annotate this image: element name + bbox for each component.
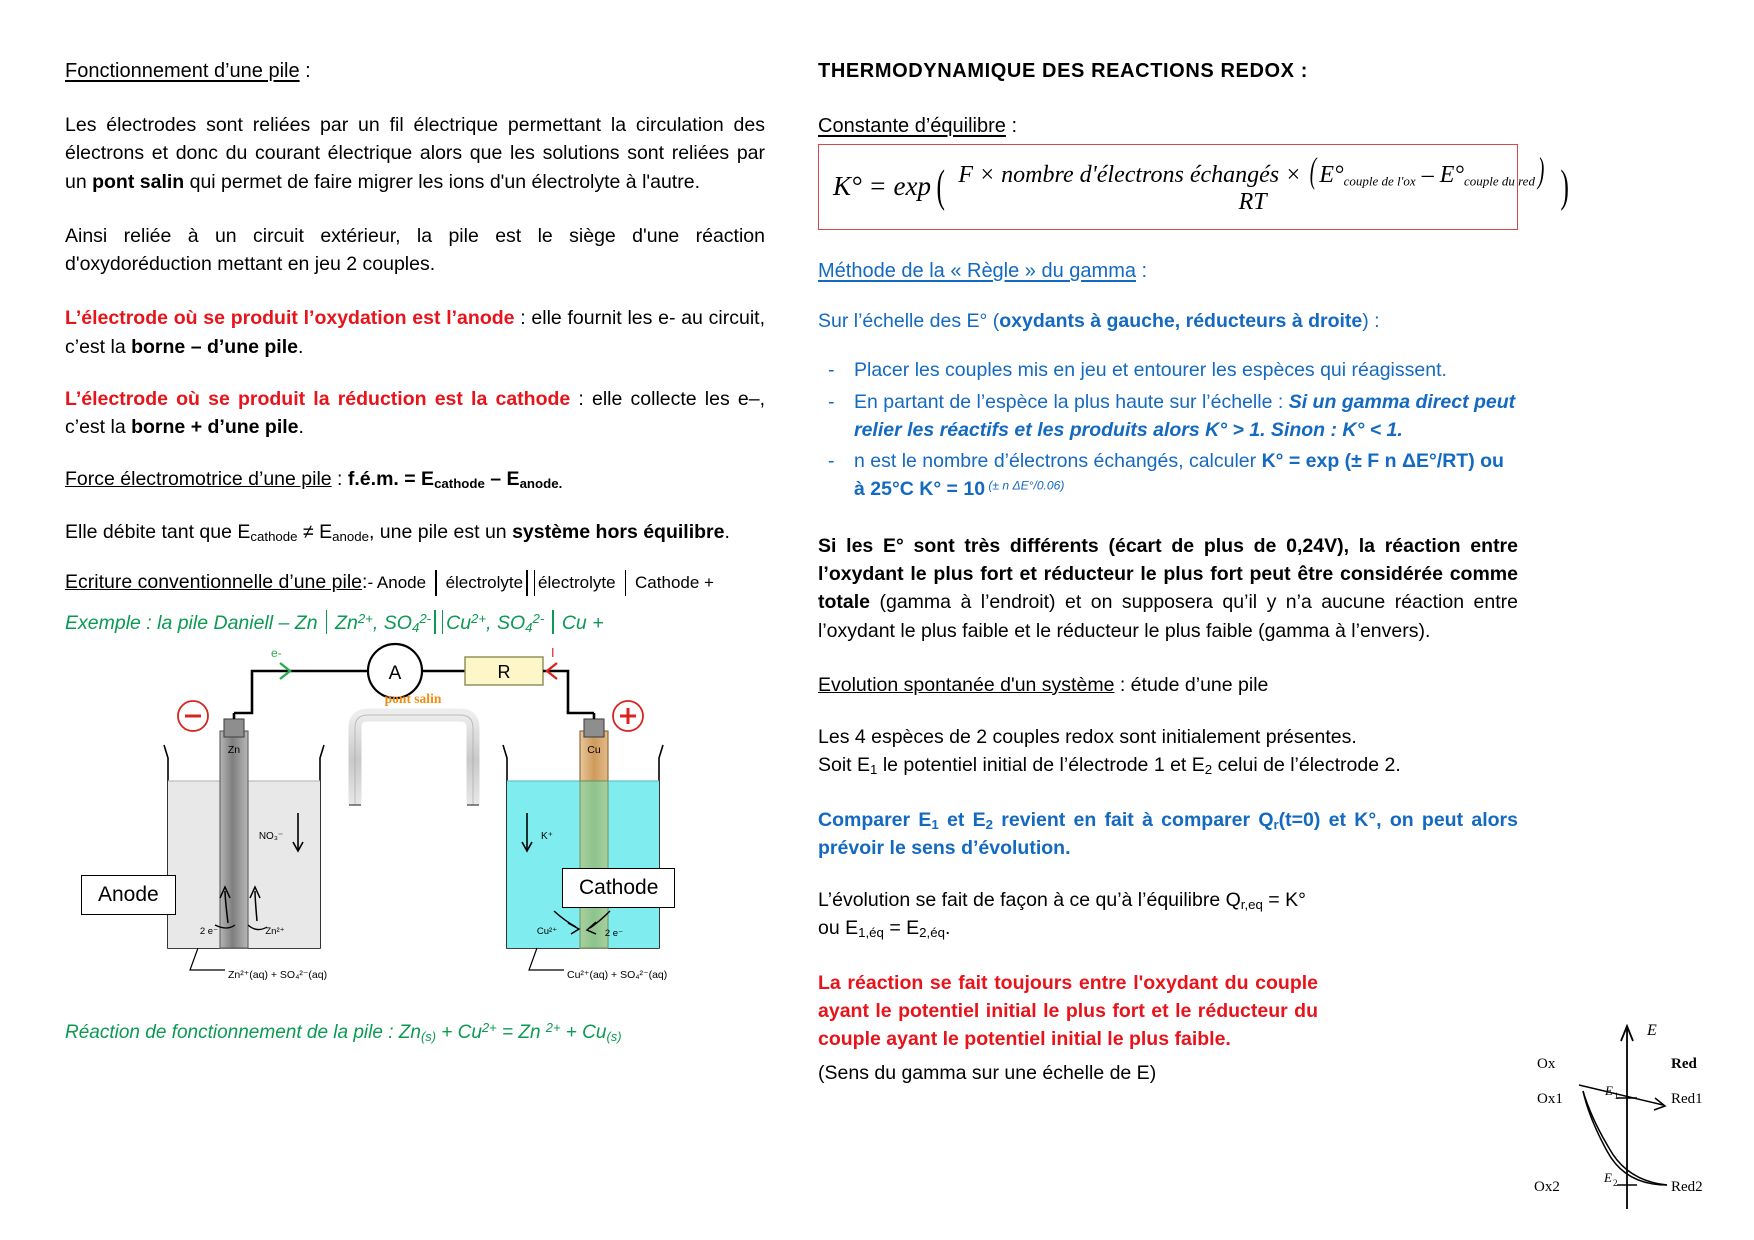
qr-eq-sub: r,eq xyxy=(1240,897,1263,912)
anode-label-box: Anode xyxy=(81,875,176,915)
formula-e-ox-subscript: couple de l'ox xyxy=(1343,173,1416,189)
cu-electrode-label: Cu xyxy=(587,743,601,756)
list-item xyxy=(818,448,1518,503)
phase-bar-3 xyxy=(625,570,627,596)
paragraph-electrodes xyxy=(65,111,765,196)
bullet2-plain: En partant de l’espèce la plus haute sur l’échelle : xyxy=(854,390,1289,413)
scale-bold: oxydants à gauche, réducteurs à droite xyxy=(999,310,1363,332)
pont-salin-bold: pont salin xyxy=(92,170,185,193)
fem-colon: : xyxy=(331,468,348,491)
bullet-dash: - xyxy=(828,390,835,413)
ammeter-label: A xyxy=(388,662,402,684)
example-so4b: , SO xyxy=(486,611,526,634)
compare-qr-sub: r xyxy=(1273,816,1279,832)
paragraph-electrodes-part2: qui permet de faire migrer les ions d'un électrolyte à l'autre. xyxy=(184,170,700,193)
conv-electrolyte-1: électrolyte xyxy=(445,572,524,592)
large-difference-bold: Si les E° sont très différents (écart de plus de 0,24V), la réaction entre l’oxydant le plus fort et réducteur le plus fort peut être considérée comme totale xyxy=(818,534,1518,614)
gamma-rule-colon: : xyxy=(1135,260,1148,282)
gamma-e2-label: E xyxy=(1604,1170,1612,1185)
debite-period: . xyxy=(724,520,730,543)
compare-mid3: (t=0) et K°, on peut alors prévoir le sens d’évolution xyxy=(818,808,1518,859)
example-so4b-sub: 4 xyxy=(525,619,533,635)
formula-e-ox: E° xyxy=(1319,161,1344,188)
compare-pre: Comparer E xyxy=(818,808,932,831)
gamma-e2-subscript: 2 xyxy=(1613,1178,1618,1188)
phase-bar-2b xyxy=(534,570,536,596)
scale-post: ) : xyxy=(1362,310,1380,332)
equilibrium-pre: L’évolution se fait de façon à ce qu’à l’équilibre Q xyxy=(818,889,1241,912)
redox-thermodynamics-title: THERMODYNAMIQUE DES REACTIONS REDOX : xyxy=(818,60,1309,82)
initial-potentials-end: celui de l’électrode 2. xyxy=(1212,754,1401,777)
reaction-rule-text: La réaction se fait toujours entre l'oxydant du couple ayant le potentiel initial le plus fort et le réducteur du couple ayant le potentiel initial le plus faible xyxy=(818,971,1318,1051)
anode-period: . xyxy=(297,335,304,358)
compare-e2-sub: 2 xyxy=(985,816,994,832)
salt-bridge-label: pont salin xyxy=(384,690,442,706)
cell-diagram-svg xyxy=(65,644,765,998)
example-so4b-charge: 2- xyxy=(532,610,545,626)
conv-title: Ecriture conventionnelle d’une pile xyxy=(65,571,363,594)
reaction-cu-state: (s) xyxy=(606,1028,622,1044)
e1-subscript: 1 xyxy=(870,762,878,778)
example-so4a-sub: 4 xyxy=(411,619,420,635)
formula-e-red-subscript: couple du red xyxy=(1463,173,1535,189)
e2-eq-sub: 2,éq xyxy=(919,925,945,941)
equilibrium-constant-colon: : xyxy=(1005,115,1018,137)
reaction-caption-mid: + Cu xyxy=(436,1021,482,1043)
borne-positive-bold: borne + d’une pile xyxy=(131,416,299,439)
example-so4a: , SO xyxy=(372,611,412,634)
paragraph-compare-q-k xyxy=(818,806,1518,863)
gamma-sketch-svg xyxy=(1521,1013,1736,1228)
potassium-ion-label: K⁺ xyxy=(541,830,553,842)
example-daniell-cell xyxy=(65,610,765,635)
nitrate-ion-label: NO₃⁻ xyxy=(258,830,284,842)
cathode-definition-highlight: L’électrode où se produit la réduction est la cathode xyxy=(65,387,571,410)
gamma-rule-bullet-list xyxy=(818,357,1518,503)
equilibrium-line2-mid: = E xyxy=(883,917,920,940)
compare-mid2: revient en fait à comparer Q xyxy=(993,808,1274,831)
copper-ion-label: Cu²⁺ xyxy=(536,925,558,937)
gamma-rule-title-text: Méthode de la « Règle » du gamma xyxy=(818,260,1136,282)
anode-definition-rest: : elle fournit les e- au circuit, c’est la xyxy=(65,307,765,358)
formula-e-red: E° xyxy=(1439,161,1464,188)
bullet3-bold: K° = exp (± F n ΔE°/RT) ou à 25°C K° = 10 xyxy=(854,450,1504,501)
paragraph-cathode xyxy=(65,385,765,442)
left-solution-caption: Zn²⁺(aq) + SO₄²⁻(aq) xyxy=(228,968,328,981)
gamma-e1-subscript: 1 xyxy=(1614,1091,1619,1101)
fem-minus: – E xyxy=(484,468,520,491)
conv-cathode-label: Cathode + xyxy=(635,572,714,592)
paragraph-large-potential-difference xyxy=(818,532,1518,645)
formula-denominator: RT xyxy=(1238,189,1267,216)
initial-potentials-mid: le potentiel initial de l’électrode 1 et E xyxy=(877,754,1205,777)
conv-electrolyte-2: électrolyte xyxy=(538,572,616,592)
equilibrium-constant-title-text: Constante d’équilibre xyxy=(818,115,1006,137)
example-so4a-charge: 2- xyxy=(419,610,432,626)
formula-inner-close-paren: ) xyxy=(1537,149,1545,190)
reaction-caption-pre: Réaction de fonctionnement de la pile : Zn xyxy=(65,1021,421,1043)
debite-sub-cathode: cathode xyxy=(250,528,298,544)
right-solution-caption: Cu²⁺(aq) + SO₄²⁻(aq) xyxy=(567,968,668,981)
current-label: I xyxy=(551,644,555,660)
galvanic-cell-diagram xyxy=(65,644,765,993)
equilibrium-constant-formula-box xyxy=(818,144,1569,230)
paragraph-debite xyxy=(65,518,765,546)
gamma-e1-label: E xyxy=(1605,1083,1613,1098)
reaction-caption-eq: = Zn xyxy=(496,1021,546,1043)
fem-sub-anode: anode. xyxy=(519,476,563,492)
debite-mid: , une pile est un xyxy=(368,520,513,543)
two-electrons-cathode-label: 2 e⁻ xyxy=(604,927,624,939)
phase-bar-1 xyxy=(435,570,437,596)
phase-bar-2a xyxy=(526,570,528,596)
formula-minus: – xyxy=(1421,161,1434,188)
debite-sub-anode: anode xyxy=(332,528,369,544)
gamma-ox-header: Ox xyxy=(1537,1056,1556,1072)
bullet2-emphasis: Si un gamma direct peut relier les réactifs et les produits alors K° > 1. Sinon : K° < 1. xyxy=(854,390,1516,441)
e1-eq-sub: 1,éq xyxy=(858,925,884,941)
zn-electrode-label: Zn xyxy=(227,743,241,756)
resistor-label: R xyxy=(497,661,511,682)
formula-numerator-text: F × nombre d'électrons échangés × xyxy=(958,161,1308,188)
anode-definition-highlight: L’électrode où se produit l’oxydation est l’anode xyxy=(65,307,515,330)
gamma-ox2-label: Ox2 xyxy=(1534,1179,1560,1195)
paragraph-electrodes-part1: Les électrodes sont reliées par un fil électrique permettant la circulation des électrons et donc du courant électrique alors que les solutions sont reliées par un xyxy=(65,114,765,193)
fem-sub-cathode: cathode xyxy=(434,476,485,492)
large-difference-rest: (gamma à l’endroit) et on supposera qu’il y n’a aucune réaction entre l’oxydant le plus faible et le réducteur le plus faible (gamma à l’envers). xyxy=(818,591,1518,642)
paragraph-anode xyxy=(65,304,765,361)
paragraph-four-species: Les 4 espèces de 2 couples redox sont initialement présentes. xyxy=(818,726,1357,749)
scale-of-standard-potentials xyxy=(818,307,1518,335)
gamma-red1-label: Red1 xyxy=(1671,1091,1703,1107)
gamma-red2-label: Red2 xyxy=(1671,1179,1703,1195)
compare-mid: et E xyxy=(938,808,986,831)
reaction-caption-end: + Cu xyxy=(560,1021,607,1043)
fem-equals: = E xyxy=(398,468,435,491)
bullet-dash: - xyxy=(828,359,835,382)
right-column xyxy=(818,60,1569,1088)
reaction-zn-state: (s) xyxy=(420,1028,437,1044)
equilibrium-mid: = K° xyxy=(1262,889,1306,912)
example-lead: Exemple : la pile Daniell – Zn xyxy=(65,611,318,634)
debite-neq: ≠ E xyxy=(297,520,333,543)
bullet-text xyxy=(854,389,1518,444)
gamma-rule-method-title xyxy=(818,260,1518,283)
example-bar-3 xyxy=(552,610,554,634)
scale-pre: Sur l’échelle des E° ( xyxy=(818,310,1000,332)
cathode-definition-rest: : elle collecte les e–, c’est la xyxy=(65,387,766,439)
gamma-red-header: Red xyxy=(1671,1056,1697,1072)
paragraph-equilibrium-potentials xyxy=(818,914,1518,942)
gamma-direction-note: (Sens du gamma sur une échelle de E) xyxy=(818,1062,1157,1085)
formula-close-paren: ) xyxy=(1560,159,1569,211)
paragraph-reaction-rule xyxy=(818,969,1318,1054)
reaction-rule-period: . xyxy=(1225,1028,1231,1051)
example-bar-2b xyxy=(442,610,444,634)
example-cu-charge: 2+ xyxy=(471,610,487,626)
paragraph-circuit: Ainsi reliée à un circuit extérieur, la pile est le siège d'une réaction d'oxydoréduction mettant en jeu 2 couples. xyxy=(65,224,765,276)
bullet-text xyxy=(854,448,1518,503)
example-bar-1 xyxy=(326,610,328,634)
gamma-axis-label: E xyxy=(1647,1022,1657,1039)
fem-abbrev: f.é.m. xyxy=(347,468,399,491)
list-item xyxy=(818,389,1518,444)
formula-fraction xyxy=(948,149,1557,216)
bullet-dash: - xyxy=(828,450,835,473)
reaction-zn-charge: 2+ xyxy=(545,1020,561,1036)
example-zn: Zn xyxy=(335,611,358,634)
spontaneous-evolution-title xyxy=(818,671,1518,699)
paragraph-initial-potentials xyxy=(818,751,1518,779)
equilibrium-line2-end: . xyxy=(944,917,951,940)
conventional-writing-line xyxy=(65,570,765,596)
fem-title: Force électromotrice d’une pile xyxy=(65,468,332,491)
formula-inner-open-paren: ( xyxy=(1310,149,1317,190)
example-cu-plus: Cu + xyxy=(561,611,604,634)
conv-anode-label: - Anode xyxy=(367,572,427,592)
electron-flow-label: e- xyxy=(271,645,282,660)
list-item xyxy=(818,357,1518,385)
section-title-colon: : xyxy=(299,60,311,82)
paragraph-fem xyxy=(65,465,765,493)
compare-period: . xyxy=(1065,836,1071,859)
equilibrium-line2-pre: ou E xyxy=(818,917,859,940)
bullet-text: Placer les couples mis en jeu et entourer les espèces qui réagissent. xyxy=(854,359,1447,382)
example-cu: Cu xyxy=(446,611,472,634)
e2-subscript: 2 xyxy=(1204,762,1213,778)
reaction-cu-charge: 2+ xyxy=(481,1020,497,1036)
initial-potentials-pre: Soit E xyxy=(818,754,871,777)
evolution-title-rest: : étude d’une pile xyxy=(1114,673,1269,696)
evolution-title-text: Evolution spontanée d'un système xyxy=(818,673,1115,696)
borne-negative-bold: borne – d’une pile xyxy=(131,335,298,358)
gamma-scale-sketch xyxy=(1521,1013,1736,1228)
cathode-period: . xyxy=(298,416,304,439)
formula-open-paren: ( xyxy=(936,159,945,211)
cathode-label-box: Cathode xyxy=(562,868,675,908)
paragraph-equilibrium-qr xyxy=(818,886,1518,914)
bullet3-plain: n est le nombre d’électrons échangés, calculer xyxy=(854,450,1262,473)
section-title-fonctionnement xyxy=(65,60,765,83)
example-bar-2a xyxy=(434,610,436,634)
bullet3-exponent: (± n ΔE°/0.06) xyxy=(985,478,1065,493)
conv-colon: : xyxy=(362,571,368,594)
left-column xyxy=(65,60,765,1046)
cell-reaction-caption xyxy=(65,1019,765,1047)
equilibrium-constant-title xyxy=(818,115,1518,138)
debite-pre: Elle débite tant que E xyxy=(65,520,251,543)
systeme-hors-equilibre-bold: système hors équilibre xyxy=(512,520,725,543)
example-zn-charge: 2+ xyxy=(357,610,373,626)
section-title-text: Fonctionnement d’une pile xyxy=(65,60,300,82)
compare-e1-sub: 1 xyxy=(931,816,939,832)
gamma-ox1-label: Ox1 xyxy=(1537,1091,1563,1107)
zinc-ion-label: Zn²⁺ xyxy=(265,925,285,937)
formula-lhs: K° = exp xyxy=(833,170,931,201)
two-electrons-anode-label: 2 e⁻ xyxy=(199,925,219,937)
